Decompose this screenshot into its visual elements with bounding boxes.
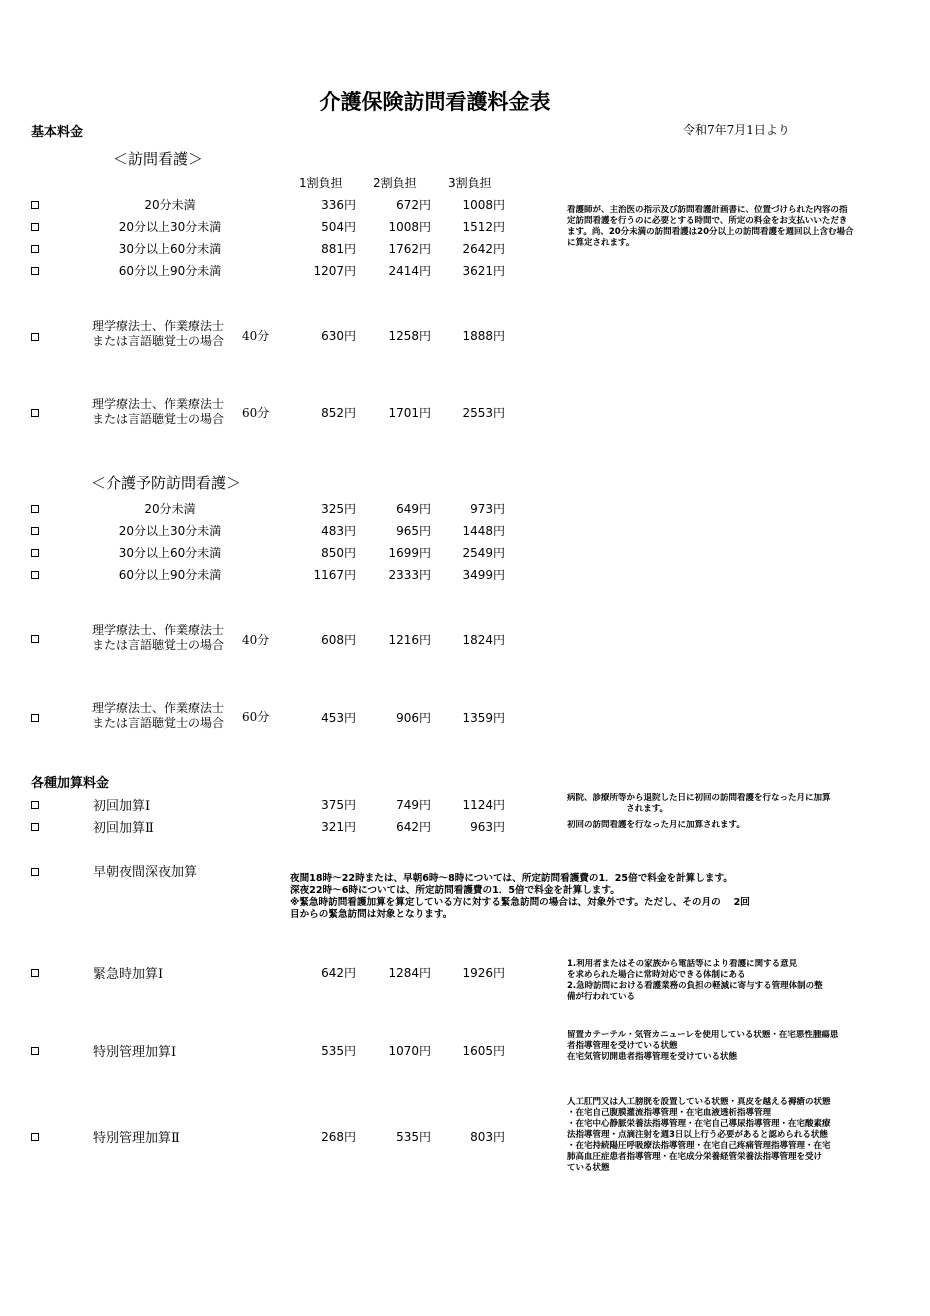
night-addon-note: 夜間18時～22時または、早朝6時～8時については、所定訪問看護費の1．25倍で料金を計算します。 深夜22時～6時については、所定訪問看護費の1．5倍で料金を計算します。 ※緊急時訪問看護加算を算定している方に対する緊急訪問の場合は、対象外です。ただし、その月の 2回 目からの緊急訪問は対象となります。 <box>290 873 750 920</box>
checkbox[interactable] <box>31 1133 39 1141</box>
price-30pct: 963円 <box>470 820 505 834</box>
therapist-label <box>92 623 224 653</box>
price-30pct: 3499円 <box>462 568 505 582</box>
price-10pct: 881円 <box>321 242 356 256</box>
row-note: 初回の訪問看護を行なった月に加算されます。 <box>567 820 745 830</box>
checkbox[interactable] <box>31 267 39 275</box>
checkbox[interactable] <box>31 223 39 231</box>
column-header-10pct: 1割負担 <box>299 176 343 190</box>
checkbox[interactable] <box>31 245 39 253</box>
price-30pct: 2642円 <box>462 242 505 256</box>
price-10pct: 325円 <box>321 502 356 516</box>
column-header-20pct: 2割負担 <box>373 176 417 190</box>
price-10pct: 1167円 <box>313 568 356 582</box>
price-30pct: 803円 <box>470 1130 505 1144</box>
price-20pct: 1699円 <box>388 546 431 560</box>
price-30pct: 1926円 <box>462 966 505 980</box>
row-label: 早朝夜間深夜加算 <box>93 865 198 880</box>
price-30pct: 1008円 <box>462 198 505 212</box>
therapist-label-line2: または言語聴覚士の場合 <box>92 334 225 348</box>
price-20pct: 906円 <box>396 711 431 725</box>
price-20pct: 1070円 <box>388 1044 431 1058</box>
price-30pct: 1824円 <box>462 633 505 647</box>
row-label: 20分未満 <box>144 502 196 516</box>
price-10pct: 608円 <box>321 633 356 647</box>
row-label: 初回加算Ⅰ <box>93 799 151 814</box>
therapist-label <box>92 397 224 427</box>
therapist-label <box>92 319 224 349</box>
price-30pct: 2553円 <box>462 406 505 420</box>
price-20pct: 1258円 <box>388 329 431 343</box>
row-note: 病院、診療所等から退院した日に初回の訪問看護を行なった月に加算 されます。 <box>567 793 831 814</box>
price-20pct: 1701円 <box>388 406 431 420</box>
price-20pct: 2333円 <box>388 568 431 582</box>
price-30pct: 1512円 <box>462 220 505 234</box>
price-10pct: 535円 <box>321 1044 356 1058</box>
price-20pct: 1008円 <box>388 220 431 234</box>
price-30pct: 1124円 <box>462 798 505 812</box>
price-10pct: 642円 <box>321 966 356 980</box>
row-label: 20分未満 <box>144 198 196 212</box>
row-label: 30分以上60分未満 <box>118 546 222 560</box>
checkbox[interactable] <box>31 409 39 417</box>
row-label: 特別管理加算Ⅰ <box>93 1045 177 1060</box>
price-10pct: 268円 <box>321 1130 356 1144</box>
price-20pct: 1216円 <box>388 633 431 647</box>
home-nursing-section-title: ＜訪問看護＞ <box>113 150 204 168</box>
checkbox[interactable] <box>31 201 39 209</box>
checkbox[interactable] <box>31 868 39 876</box>
price-10pct: 630円 <box>321 329 356 343</box>
duration: 60分 <box>242 710 270 724</box>
therapist-label-line2: または言語聴覚士の場合 <box>92 412 225 426</box>
checkbox[interactable] <box>31 571 39 579</box>
preventive-nursing-section-title: ＜介護予防訪問看護＞ <box>91 474 242 492</box>
page-title: 介護保険訪問看護料金表 <box>319 90 551 114</box>
price-20pct: 1762円 <box>388 242 431 256</box>
checkbox[interactable] <box>31 823 39 831</box>
duration: 40分 <box>242 633 270 647</box>
row-note: 人工肛門又は人工膀胱を設置している状態・真皮を越える褥瘡の状態 ・在宅自己腹膜灌流指導管理・在宅血液透析指導管理 ・在宅中心静脈栄養法指導管理・在宅自己導尿指導管理・在宅酸素療 法指導管理・点滴注射を週3日以上行う必要があると認められる状態 ・在宅持続陽圧呼吸療法指導管理・在宅自己疼痛管理指導管理・在宅 肺高血圧症患者指導管理・在宅成分栄養経管栄養法指導管理を受け ている状態 <box>567 1097 831 1173</box>
price-10pct: 321円 <box>321 820 356 834</box>
price-20pct: 1284円 <box>388 966 431 980</box>
checkbox[interactable] <box>31 549 39 557</box>
price-20pct: 535円 <box>396 1130 431 1144</box>
price-30pct: 1605円 <box>462 1044 505 1058</box>
basic-fee-heading: 基本料金 <box>31 125 84 140</box>
therapist-label-line2: または言語聴覚士の場合 <box>92 638 225 652</box>
home-nursing-note: 看護師が、主治医の指示及び訪問看護計画書に、位置づけられた内容の指 定訪問看護を行うのに必要とする時間で、所定の料金をお支払いいただき ます。尚、20分未満の訪問看護は20分以上の訪問看護を週回以上含む場合に算定されます。 <box>567 205 854 248</box>
price-10pct: 375円 <box>321 798 356 812</box>
checkbox[interactable] <box>31 1047 39 1055</box>
price-30pct: 3621円 <box>462 264 505 278</box>
price-20pct: 749円 <box>396 798 431 812</box>
therapist-label-line1: 理学療法士、作業療法士 <box>92 319 225 333</box>
row-label: 20分以上30分未満 <box>118 220 222 234</box>
price-20pct: 642円 <box>396 820 431 834</box>
row-label: 20分以上30分未満 <box>118 524 222 538</box>
row-label: 特別管理加算Ⅱ <box>93 1131 180 1146</box>
price-10pct: 504円 <box>321 220 356 234</box>
price-20pct: 672円 <box>396 198 431 212</box>
effective-date: 令和7年7月1日より <box>683 123 790 137</box>
row-note: 1.利用者またはその家族から電話等により看護に関する意見 を求められた場合に常時対応できる体制にある 2.急時訪問における看護業務の負担の軽減に寄与する管理体制の整 備が行われている <box>567 959 823 1002</box>
row-note: 留置カテーテル・気管カニューレを使用している状態・在宅悪性腫瘍患 者指導管理を受けている状態 在宅気管切開患者指導管理を受けている状態 <box>567 1030 839 1062</box>
therapist-label-line1: 理学療法士、作業療法士 <box>92 397 225 411</box>
addon-fee-heading: 各種加算料金 <box>31 776 110 791</box>
price-10pct: 483円 <box>321 524 356 538</box>
price-20pct: 2414円 <box>388 264 431 278</box>
price-10pct: 336円 <box>321 198 356 212</box>
price-10pct: 1207円 <box>313 264 356 278</box>
checkbox[interactable] <box>31 801 39 809</box>
price-10pct: 852円 <box>321 406 356 420</box>
price-30pct: 2549円 <box>462 546 505 560</box>
row-label: 初回加算Ⅱ <box>93 821 154 836</box>
price-20pct: 649円 <box>396 502 431 516</box>
duration: 40分 <box>242 329 270 343</box>
row-label: 60分以上90分未満 <box>118 264 222 278</box>
therapist-label-line1: 理学療法士、作業療法士 <box>92 701 225 715</box>
price-30pct: 1448円 <box>462 524 505 538</box>
row-label: 60分以上90分未満 <box>118 568 222 582</box>
price-20pct: 965円 <box>396 524 431 538</box>
checkbox[interactable] <box>31 505 39 513</box>
checkbox[interactable] <box>31 333 39 341</box>
price-10pct: 850円 <box>321 546 356 560</box>
duration: 60分 <box>242 406 270 420</box>
therapist-label <box>92 701 224 731</box>
price-30pct: 1888円 <box>462 329 505 343</box>
checkbox[interactable] <box>31 527 39 535</box>
price-10pct: 453円 <box>321 711 356 725</box>
row-label: 緊急時加算Ⅰ <box>93 967 164 982</box>
therapist-label-line2: または言語聴覚士の場合 <box>92 716 225 730</box>
checkbox[interactable] <box>31 969 39 977</box>
therapist-label-line1: 理学療法士、作業療法士 <box>92 623 225 637</box>
price-30pct: 973円 <box>470 502 505 516</box>
price-30pct: 1359円 <box>462 711 505 725</box>
checkbox[interactable] <box>31 714 39 722</box>
row-label: 30分以上60分未満 <box>118 242 222 256</box>
column-header-30pct: 3割負担 <box>448 176 492 190</box>
checkbox[interactable] <box>31 635 39 643</box>
